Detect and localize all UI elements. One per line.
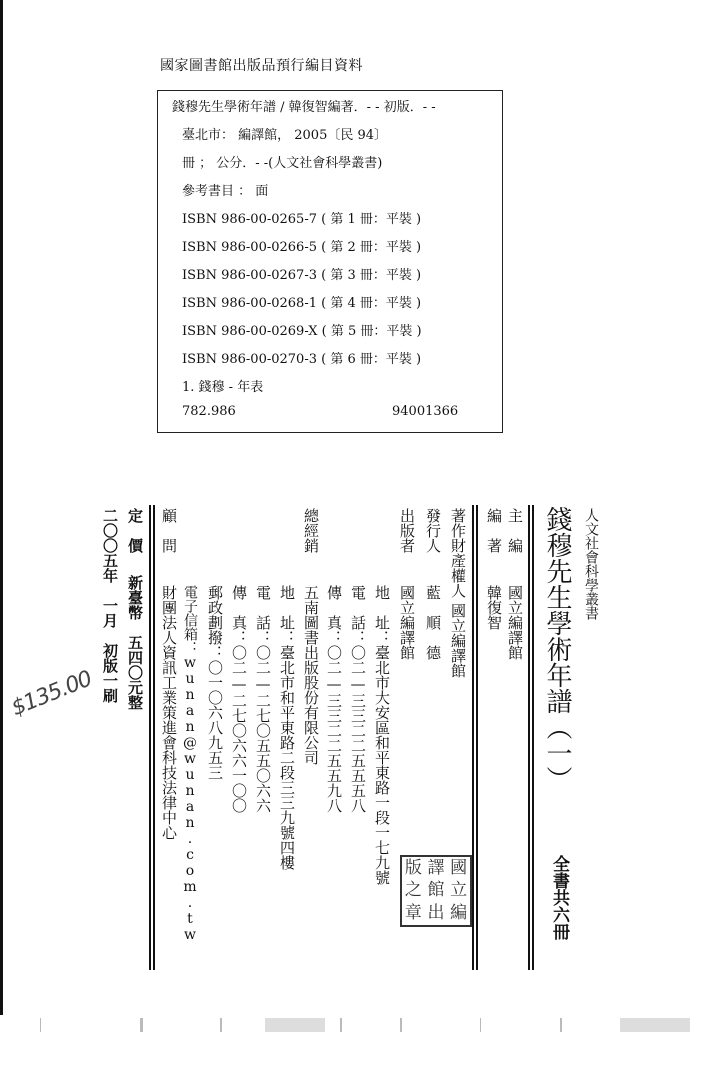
distributor-label: 總經銷 bbox=[302, 508, 320, 553]
editor-label: 主 編 bbox=[506, 508, 524, 553]
cip-line: 1. 錢穆 - 年表 bbox=[182, 380, 264, 395]
scan-left-edge bbox=[0, 0, 3, 1015]
cip-line: 臺北市： 編譯館， 2005〔民 94〕 bbox=[182, 128, 388, 143]
publisher-seal: 版 譯 國 之 館 立 章 出 編 bbox=[400, 855, 472, 927]
cip-class-number: 782.986 bbox=[182, 404, 236, 419]
double-rule bbox=[528, 505, 530, 970]
cip-line: ISBN 986-00-0269-X ( 第 5 冊：平裝 ) bbox=[182, 324, 422, 339]
total-volumes: 全書共六冊 bbox=[549, 855, 569, 940]
distributor-value: 五南圖書出版股份有限公司 bbox=[302, 585, 320, 765]
press-phone: 電 話：〇二—三三二二五五五八 bbox=[349, 585, 367, 813]
handwritten-price-note: $135.00 bbox=[8, 666, 96, 722]
copyright-value: 國立編譯館 bbox=[449, 603, 467, 678]
series-name: 人文社會科學叢書 bbox=[583, 508, 599, 620]
cip-line: ISBN 986-00-0266-5 ( 第 2 冊：平裝 ) bbox=[182, 240, 422, 255]
double-rule bbox=[472, 505, 474, 970]
press-fax: 傳 真：〇二—三三二二五五九八 bbox=[325, 585, 343, 813]
distributor-address: 地 址：臺北市和平東路二段三三九號四樓 bbox=[278, 585, 296, 870]
distributor-fax: 傳 真：〇二—二七〇六六一〇〇 bbox=[230, 585, 248, 813]
author-label: 編 著 bbox=[485, 508, 503, 553]
press-label: 出版者 bbox=[398, 508, 416, 553]
advisor-value: 財團法人資訊工業策進會科技法律中心 bbox=[160, 585, 178, 840]
cip-line: 冊 ； 公分．- -(人文社會科學叢書) bbox=[182, 156, 383, 171]
cip-line: 錢穆先生學術年譜 / 韓復智編著．- - 初版．- - bbox=[172, 100, 436, 115]
cip-line: ISBN 986-00-0267-3 ( 第 3 冊：平裝 ) bbox=[182, 268, 422, 283]
double-rule bbox=[532, 505, 534, 970]
scan-artifact bbox=[0, 1018, 705, 1032]
double-rule bbox=[476, 505, 478, 970]
cip-line: ISBN 986-00-0268-1 ( 第 4 冊：平裝 ) bbox=[182, 296, 422, 311]
copyright-label: 著作財產權人 bbox=[449, 508, 467, 598]
cip-line: 參考書目 ： 面 bbox=[182, 184, 269, 199]
double-rule bbox=[149, 505, 151, 970]
cip-heading: 國家圖書館出版品預行編目資料 bbox=[160, 58, 363, 74]
advisor-label: 顧 問 bbox=[160, 508, 178, 553]
editor-value: 國立編譯館 bbox=[506, 585, 524, 660]
cip-record-number: 94001366 bbox=[392, 404, 459, 419]
press-address: 地 址：臺北市大安區和平東路一段一七九號 bbox=[373, 585, 391, 885]
publisher-label: 發行人 bbox=[424, 508, 442, 553]
distributor-postal: 郵政劃撥：〇一〇六八九五三 bbox=[206, 585, 224, 780]
press-value: 國立編譯館 bbox=[398, 585, 416, 660]
distributor-email: 電子信箱：wunan@wunan.com.tw bbox=[182, 585, 198, 943]
publisher-value: 藍 順 德 bbox=[424, 585, 442, 660]
price-value: 新臺幣 五四〇元整 bbox=[126, 575, 144, 710]
book-title: 錢穆先生學術年譜（一） bbox=[542, 506, 572, 792]
price-label: 定 價 bbox=[126, 508, 144, 553]
edition-info: 二〇〇五年 一月 初版一刷 bbox=[101, 508, 119, 703]
cip-line: ISBN 986-00-0270-3 ( 第 6 冊：平裝 ) bbox=[182, 352, 422, 367]
cip-record-box bbox=[157, 90, 503, 433]
distributor-phone: 電 話：〇二—二七〇五五〇六六 bbox=[254, 585, 272, 813]
double-rule bbox=[153, 505, 155, 970]
author-value: 韓復智 bbox=[485, 585, 503, 630]
cip-line: ISBN 986-00-0265-7 ( 第 1 冊：平裝 ) bbox=[182, 212, 422, 227]
